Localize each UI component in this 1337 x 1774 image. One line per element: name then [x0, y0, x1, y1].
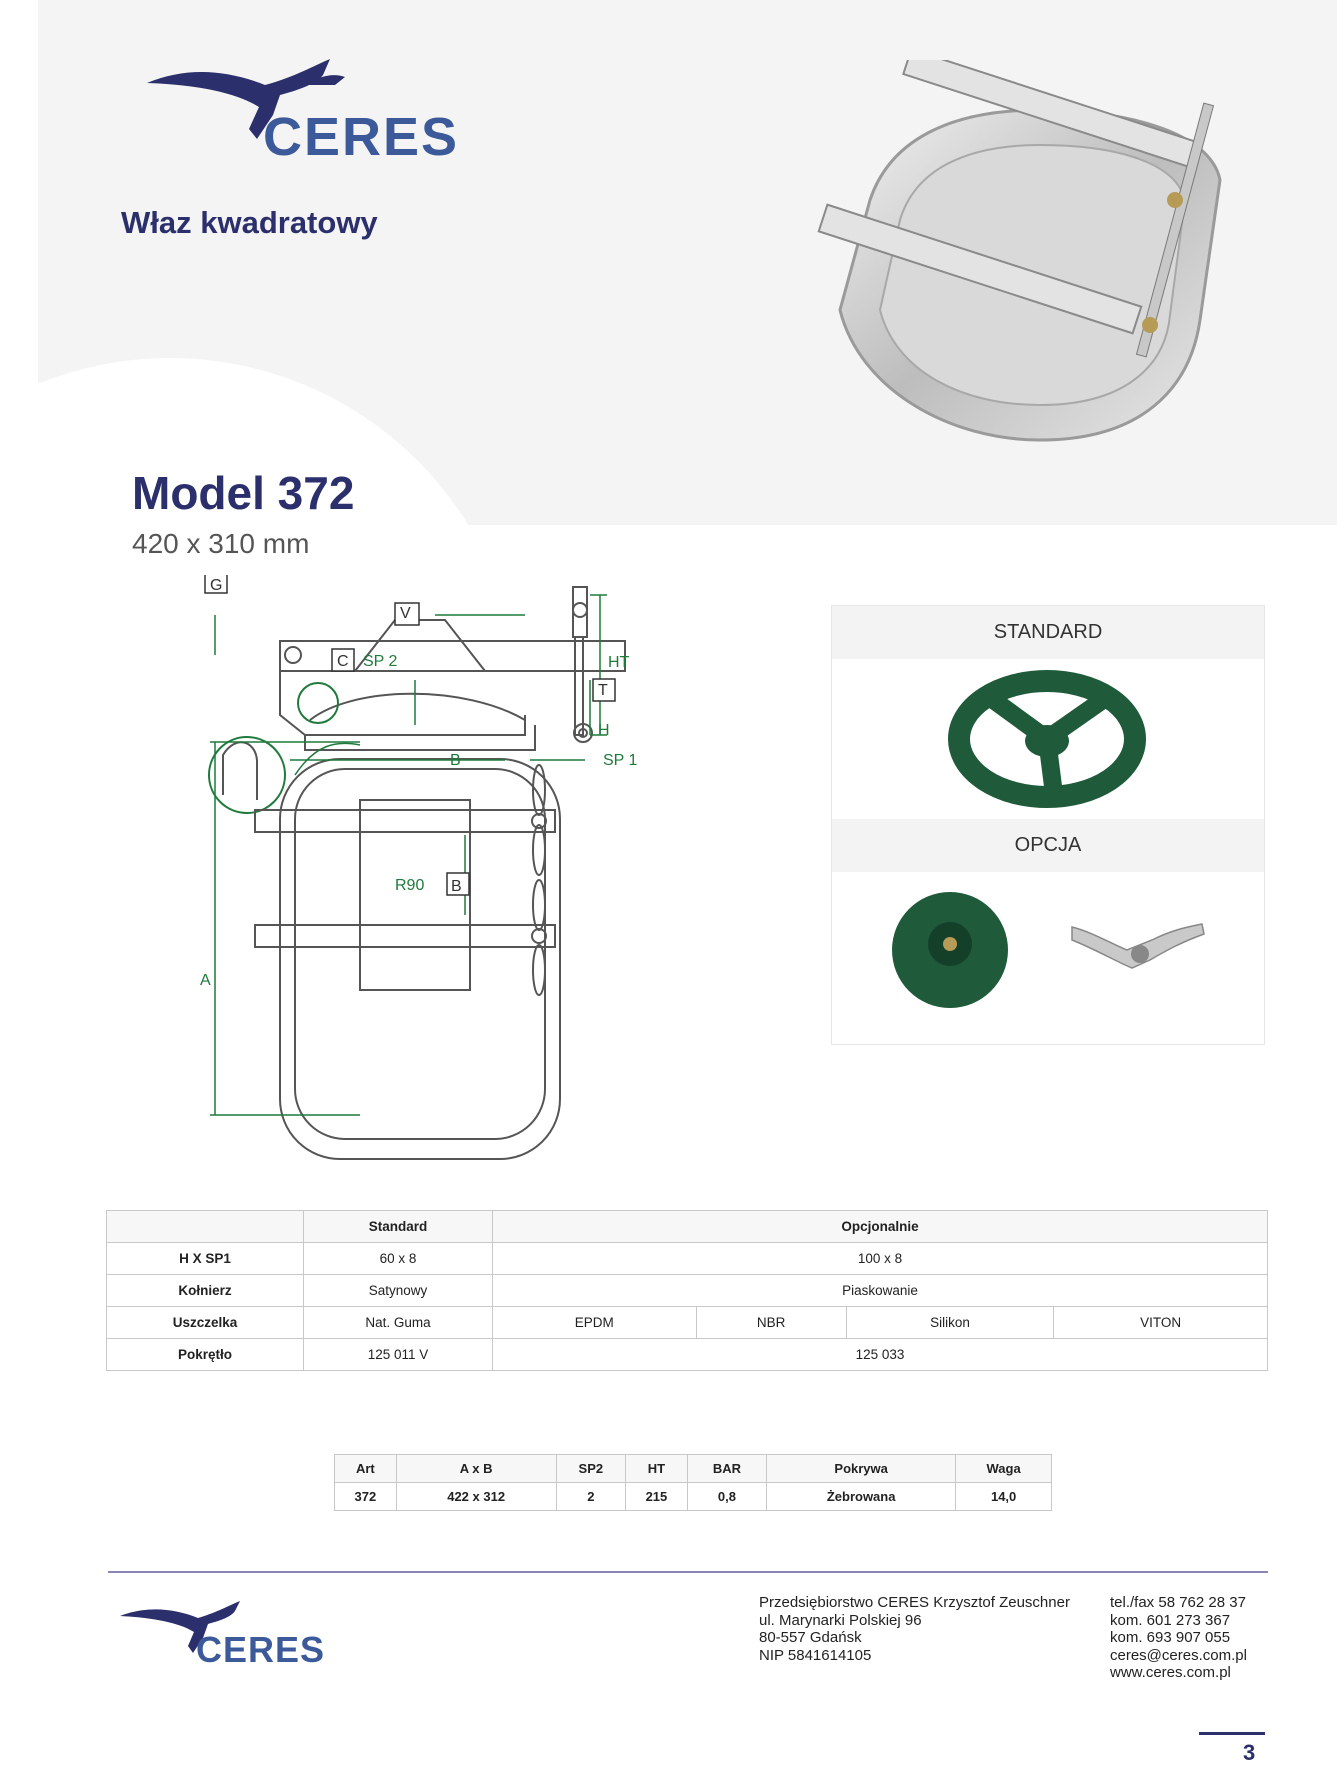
label-c: C — [337, 653, 349, 670]
top-bar-1 — [255, 810, 555, 832]
ceres-logo — [145, 55, 505, 165]
spec-header-empty — [107, 1211, 304, 1243]
email-link[interactable]: ceres@ceres.com.pl — [1110, 1646, 1247, 1664]
label-ht: HT — [608, 654, 630, 671]
label-sp2: SP 2 — [363, 653, 398, 670]
top-bar-2 — [255, 925, 555, 947]
label-h: H — [598, 722, 610, 739]
table-row: Uszczelka Nat. Guma EPDM NBR Silikon VITON — [107, 1307, 1268, 1339]
option-images — [832, 872, 1264, 1042]
spec-table — [106, 1210, 1268, 1371]
footer-address: Przedsiębiorstwo CERES Krzysztof Zeuschner ul. Marynarki Polskiej 96 80-557 Gdańsk NIP 5841614105 — [759, 1594, 1070, 1664]
ceres-logo-footer — [118, 1598, 348, 1668]
technical-drawing — [195, 575, 725, 1165]
label-a: A — [200, 972, 211, 989]
spec-header-optional: Opcjonalnie — [493, 1211, 1268, 1243]
model-size: 420 x 310 mm — [132, 528, 310, 559]
table-row: Kołnierz Satynowy Piaskowanie — [107, 1275, 1268, 1307]
product-photo — [800, 60, 1280, 450]
page-subtitle: Właz kwadratowy — [121, 205, 378, 240]
model-title: Model 372 — [132, 467, 355, 519]
top-outline — [280, 759, 560, 1159]
table-row: Pokrętło 125 011 V 125 033 — [107, 1339, 1268, 1371]
star-knob-icon — [892, 892, 1008, 1008]
label-g: G — [210, 577, 223, 594]
page-number-rule — [1199, 1732, 1265, 1735]
footer-contact: tel./fax 58 762 28 37 kom. 601 273 367 kom. 693 907 055 ceres@ceres.com.pl www.ceres.com.pl — [1110, 1594, 1247, 1681]
label-b: B — [450, 752, 461, 769]
standard-image — [832, 659, 1264, 819]
table-row: H X SP1 60 x 8 100 x 8 — [107, 1243, 1268, 1275]
option-heading: OPCJA — [832, 819, 1264, 872]
footer-divider — [108, 1571, 1268, 1573]
label-sp1: SP 1 — [603, 752, 638, 769]
label-r90: R90 — [395, 877, 425, 894]
website-link[interactable]: www.ceres.com.pl — [1110, 1664, 1231, 1681]
art-table: Art A x B SP2 HT BAR Pokrywa Waga 372 422 x 312 2 215 0,8 Żebrowana 14,0 — [334, 1454, 1052, 1511]
svg-text:CERES: CERES — [196, 1629, 326, 1668]
handwheel-icon — [832, 659, 1264, 819]
spec-header-standard: Standard — [304, 1211, 493, 1243]
page-number: 3 — [1243, 1740, 1256, 1765]
logo-text: CERES — [263, 107, 460, 165]
wing-nut-icon — [1072, 924, 1204, 968]
label-b2: B — [451, 878, 462, 895]
options-panel — [831, 605, 1265, 1045]
label-t: T — [598, 682, 608, 699]
label-v: V — [400, 605, 411, 622]
table-row: 372 422 x 312 2 215 0,8 Żebrowana 14,0 — [335, 1483, 1052, 1511]
side-body — [280, 641, 525, 735]
standard-heading: STANDARD — [832, 606, 1264, 659]
